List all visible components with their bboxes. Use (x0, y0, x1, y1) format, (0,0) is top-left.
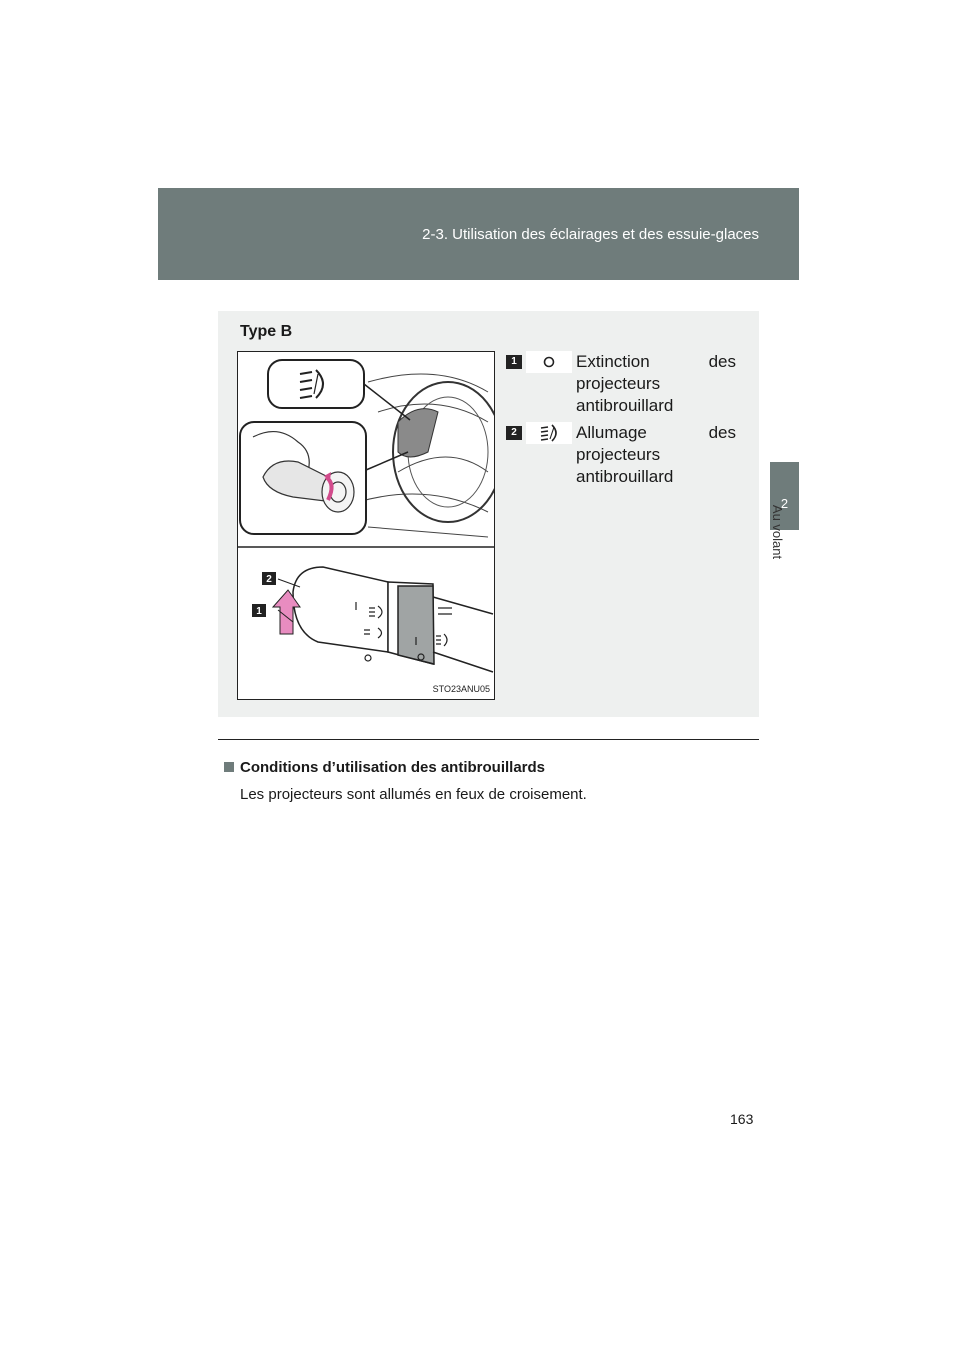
type-b-panel (218, 311, 759, 717)
chapter-side-label (769, 504, 799, 610)
legend-text: Extinction des projecteurs antibrouillard (576, 352, 736, 415)
fog-light-switch-illustration (237, 351, 495, 700)
conditions-heading: Conditions d’utilisation des antibrouillards (224, 759, 545, 776)
illustration-code: STO23ANU05 (432, 684, 490, 694)
chapter-tab-number: 2 (780, 496, 789, 511)
fog-light-icon (526, 422, 572, 444)
panel-title: Type B (240, 323, 293, 340)
legend-number: 2 (506, 426, 522, 440)
section-divider (218, 739, 759, 740)
conditions-body: Les projecteurs sont allumés en feux de croisement. (240, 786, 587, 803)
page-number: 163 (730, 1111, 754, 1127)
illustration-callout-1: 1 (256, 606, 262, 617)
chapter-side-label-text: Au volant (769, 504, 785, 560)
legend-number: 1 (506, 355, 522, 369)
chapter-title: 2-3. Utilisation des éclairages et des essuie-glaces (422, 226, 759, 243)
bullet-square-icon (224, 762, 234, 772)
legend-text: Allumage des projecteurs antibrouillard (576, 423, 736, 486)
chapter-header (158, 188, 799, 280)
fog-off-circle-icon (526, 351, 572, 373)
illustration-svg (238, 352, 494, 699)
illustration-callout-2: 2 (266, 574, 272, 585)
